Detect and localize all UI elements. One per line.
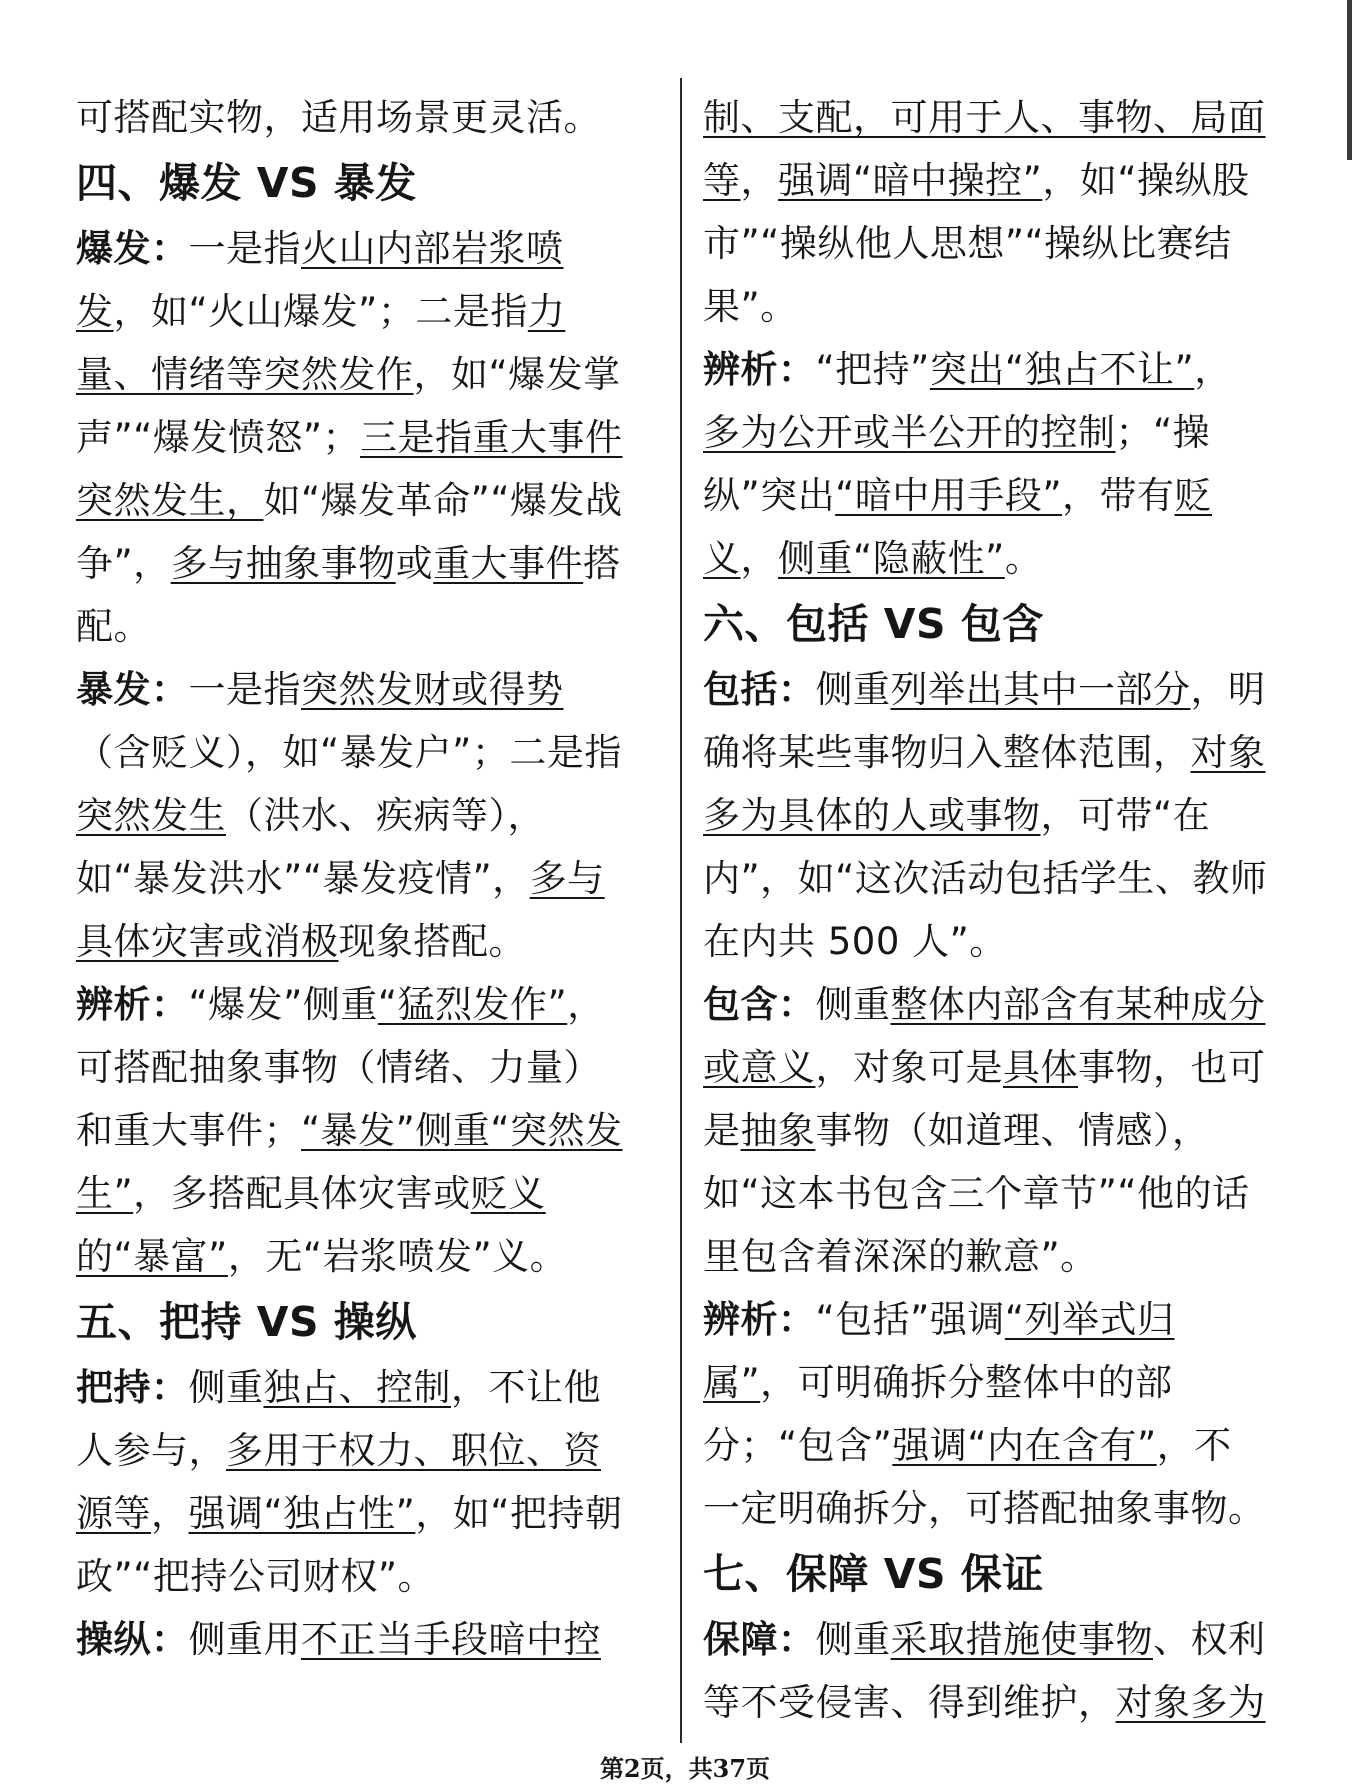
term-label: 操纵： [76, 1618, 189, 1661]
term-label: 辨析： [703, 348, 816, 391]
definition-baofa-sudden: 暴发：一是指突然发财或得势（含贬义），如“暴发户”；二是指突然发生（洪水、疾病等），如“暴发洪水”“暴发疫情”，多与具体灾害或消极现象搭配。 [76, 668, 622, 963]
key-phrase: 突出“独占不让” [929, 348, 1195, 391]
definition-caozong-continued: 制、支配，可用于人、事物、局面等，强调“暗中操控”，如“操纵股市”“操纵他人思想”“操纵比赛结果”。 [703, 96, 1266, 328]
term-label: 保障： [703, 1618, 816, 1661]
column-divider [680, 78, 682, 1743]
key-phrase: 强调“内在含有” [892, 1424, 1157, 1467]
page-number: 第2页，共37页 [599, 1754, 771, 1783]
key-phrase: “猛烈发作” [377, 983, 568, 1026]
key-phrase: 贬义的“暴富” [76, 1172, 546, 1278]
analysis-section-5: 辨析：“把持”突出“独占不让”，多为公开或半公开的控制；“操纵”突出“暗中用手段”，带有贬义，侧重“隐蔽性”。 [703, 348, 1232, 580]
key-phrase: 突然发财或得势 [301, 668, 564, 711]
key-phrase: 火山内部岩浆喷发 [76, 227, 564, 333]
section-heading-6: 六、包括 VS 包含 [703, 600, 1044, 648]
key-phrase: “暗中用手段” [835, 474, 1063, 517]
term-label: 暴发： [76, 668, 189, 711]
section-heading-4: 四、爆发 VS 暴发 [76, 159, 417, 207]
key-phrase: 强调“独占性” [188, 1492, 416, 1535]
key-phrase: 不正当手段暗中控 [301, 1618, 601, 1661]
key-phrase: 列举出其中一部分 [890, 668, 1191, 711]
left-column [76, 86, 636, 1671]
key-phrase: “暴发”侧重“突然发生” [76, 1109, 623, 1215]
key-phrase: “列举式归属” [703, 1298, 1175, 1404]
key-phrase: 多与具体灾害或消极 [76, 857, 605, 963]
definition-caozong-start: 操纵：侧重用不正当手段暗中控 [76, 1618, 601, 1661]
key-phrase: 抽象 [740, 1109, 816, 1152]
key-phrase: 多与抽象事物 [170, 542, 396, 585]
key-phrase: 强调“暗中操控” [778, 159, 1043, 202]
key-phrase: 制、支配，可用于人、事物、局面等 [703, 96, 1266, 202]
scrollbar[interactable] [1347, 0, 1352, 160]
term-label: 辨析： [703, 1298, 816, 1341]
key-phrase: 三是指重大事件突然发生， [76, 416, 623, 522]
intro-paragraph: 可搭配实物，适用场景更灵活。 [76, 96, 601, 139]
definition-baofa-explode: 爆发：一是指火山内部岩浆喷发，如“火山爆发”；二是指力量、情绪等突然发作，如“爆发掌声”“爆发愤怒”；三是指重大事件突然发生，如“爆发革命”“爆发战争”，多与抽象事物或重大事件搭配。 [76, 227, 623, 648]
term-label: 包含： [703, 983, 816, 1026]
key-phrase: 对象多为具体的人或事物 [703, 731, 1266, 837]
key-phrase: 整体内部含有某种成分或意义 [703, 983, 1266, 1089]
term-label: 包括： [703, 668, 816, 711]
section-heading-7: 七、保障 VS 保证 [703, 1550, 1044, 1598]
right-column [703, 86, 1268, 1734]
section-heading-5: 五、把持 VS 操纵 [76, 1298, 417, 1346]
key-phrase: 独占、控制 [263, 1366, 451, 1409]
key-phrase: 力量、情绪等突然发作 [76, 290, 566, 396]
definition-baozhang: 保障：侧重采取措施使事物、权利等不受侵害、得到维护，对象多为 [703, 1618, 1266, 1724]
key-phrase: 贬义 [703, 474, 1213, 580]
definition-bachi: 把持：侧重独占、控制，不让他人参与，多用于权力、职位、资源等，强调“独占性”，如“把持朝政”“把持公司财权”。 [76, 1366, 623, 1598]
term-label: 爆发： [76, 227, 189, 270]
key-phrase: 重大事件 [433, 542, 584, 585]
analysis-section-6: 辨析：“包括”强调“列举式归属”，可明确拆分整体中的部分；“包含”强调“内在含有”，不一定明确拆分，可搭配抽象事物。 [703, 1298, 1266, 1530]
key-phrase: 采取措施使事物 [890, 1618, 1153, 1661]
key-phrase: 多用于权力、职位、资源等 [76, 1429, 601, 1535]
term-label: 辨析： [76, 983, 189, 1026]
definition-baohan: 包含：侧重整体内部含有某种成分或意义，对象可是具体事物，也可是抽象事物（如道理、情感），如“这本书包含三个章节”“他的话里包含着深深的歉意”。 [703, 983, 1266, 1278]
term-label: 把持： [76, 1366, 189, 1409]
analysis-section-4: 辨析：“爆发”侧重“猛烈发作”，可搭配抽象事物（情绪、力量）和重大事件；“暴发”侧重“突然发生”，多搭配具体灾害或贬义的“暴富”，无“岩浆喷发”义。 [76, 983, 623, 1278]
key-phrase: 多为公开或半公开的控制 [703, 411, 1116, 454]
key-phrase: 对象多为 [1115, 1681, 1266, 1724]
key-phrase: 具体 [1003, 1046, 1078, 1089]
key-phrase: 侧重“隐蔽性” [778, 537, 1005, 580]
key-phrase: 突然发生 [76, 794, 226, 837]
definition-baokuo: 包括：侧重列举出其中一部分，明确将某些事物归入整体范围，对象多为具体的人或事物，可带“在内”，如“这次活动包括学生、教师在内共 500 人”。 [703, 668, 1268, 963]
